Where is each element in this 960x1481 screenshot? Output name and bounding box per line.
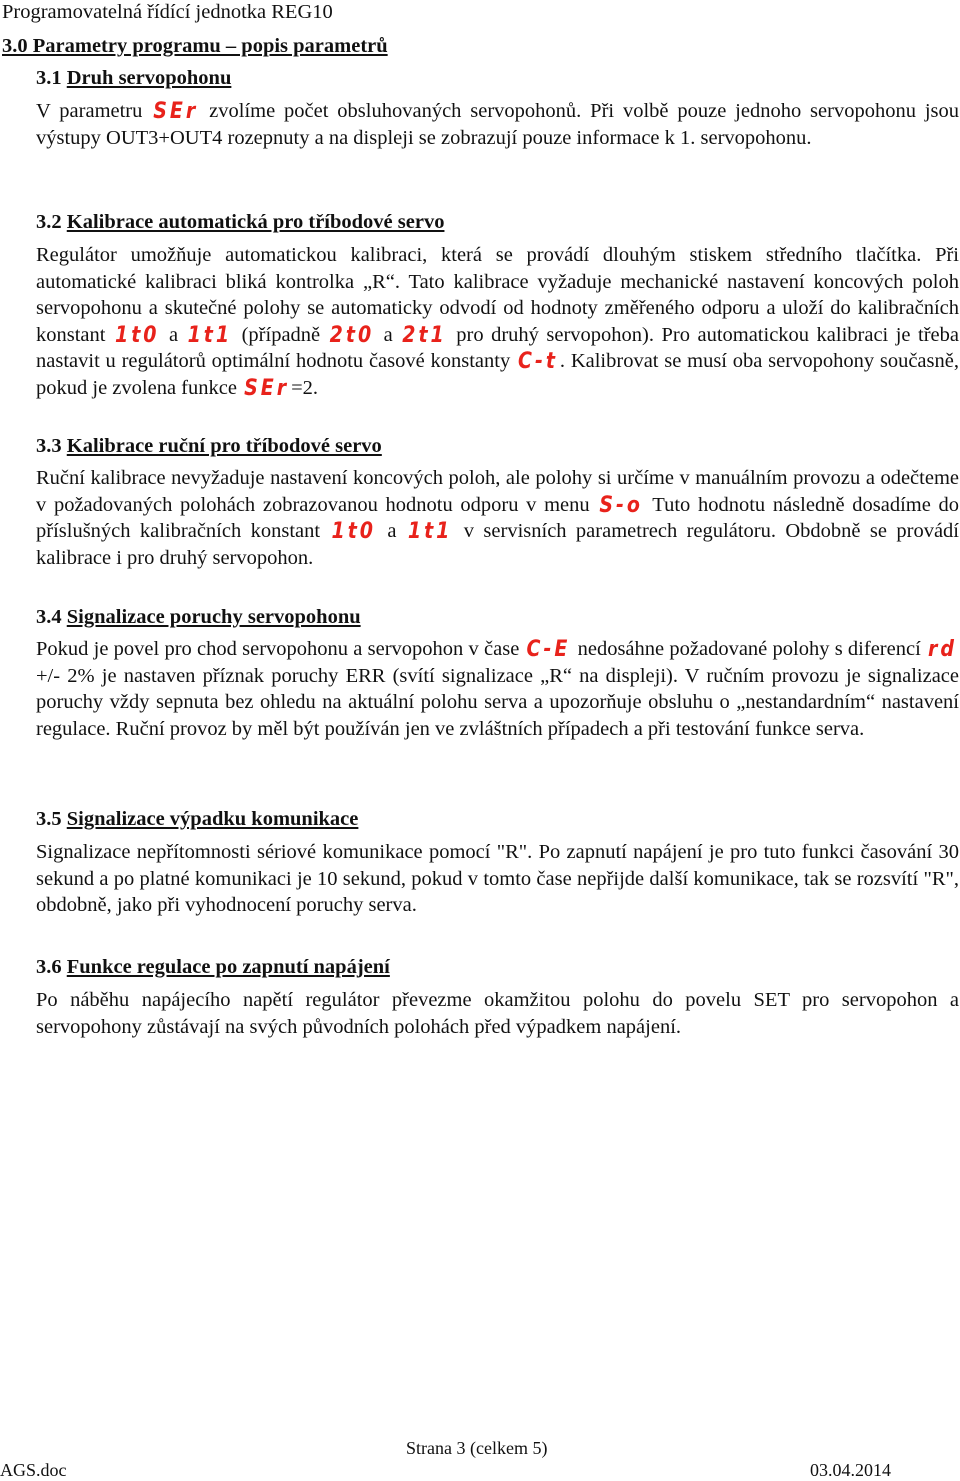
footer-filename: AGS.doc	[0, 1460, 67, 1480]
section-number: 3.3	[36, 435, 62, 457]
display-code: 1t1	[407, 518, 453, 544]
body-text: =2.	[291, 376, 319, 399]
body-text: a	[376, 323, 401, 346]
body-text: v servisních parametrech regulátoru. Obdobně se provádí kalibrace i pro druhý servopohon.	[36, 520, 959, 569]
body-text: Ruční kalibrace nevyžaduje nastavení koncových poloh, ale polohy si určíme v manuálním provozu a odečteme v požadovaných polohách zobrazovanou hodnotu odporu v menu	[36, 467, 959, 516]
display-code: C-t	[518, 348, 558, 374]
display-code: rd	[928, 636, 957, 662]
section-body-3-1	[36, 98, 959, 151]
page-number: Strana 3 (celkem 5)	[406, 1438, 548, 1458]
body-text: Regulátor umožňuje automatickou kalibraci, která se provádí dlouhým stiskem středního tlačítka. Při automatické kalibraci bliká kontrolka „R“. Tato kalibrace vyžaduje mechanické nastavení koncových poloh servopohonu a skutečné polohy se automaticky odvodí od hodnoty změřeného odporu a uloží do kalibračních konstant	[36, 244, 959, 346]
section-heading-3-4	[36, 605, 361, 629]
section-number: 3.2	[36, 211, 62, 233]
document-title: Programovatelná řídící jednotka REG10	[2, 1, 333, 23]
body-text: Pokud je povel pro chod servopohonu a servopohon v čase	[36, 638, 525, 660]
section-number: 3.6	[36, 956, 62, 978]
display-code: 1t0	[331, 518, 376, 544]
section-number: 3.4	[36, 606, 62, 628]
section-body-3-3	[36, 465, 959, 571]
section-title: Signalizace poruchy servopohonu	[66, 606, 361, 628]
section-title: Signalizace výpadku komunikace	[66, 808, 359, 830]
display-code: SEr	[153, 98, 199, 124]
body-text: Signalizace nepřítomnosti sériové komunikace pomocí "R". Po zapnutí napájení je pro tuto funkci časování 30 sekund a po platné komunikaci je 10 sekund, pokud v tomto čase nepřijde další komunikace, tak se rozsvítí "R", obdobně, jako při vyhodnocení poruchy serva.	[36, 841, 959, 917]
section-heading-3-1	[36, 66, 231, 90]
footer-date: 03.04.2014	[810, 1460, 891, 1480]
section-number: 3.5	[36, 808, 62, 830]
display-code: 2t0	[329, 322, 375, 348]
display-code: SEr	[244, 375, 290, 401]
display-code: 2t1	[402, 322, 447, 348]
display-code: 1t1	[187, 322, 233, 348]
body-text: a	[161, 323, 186, 346]
section-title: Druh servopohonu	[66, 67, 232, 89]
body-text: V parametru	[36, 100, 152, 122]
body-text: pro druhý servopohon). Pro automatickou kalibraci je třeba nastavit u regulátorů optimální hodnotu časové konstanty	[36, 323, 959, 373]
body-text: nedosáhne požadované polohy s diferencí	[572, 638, 927, 660]
section-body-3-4	[36, 636, 959, 742]
body-text: Po náběhu napájecího napětí regulátor převezme okamžitou polohu do povelu SET pro servopohon a servopohony zůstávají na svých původních polohách před výpadkem napájení.	[36, 989, 959, 1038]
section-heading-3-5	[36, 807, 358, 831]
body-text: Tuto hodnotu následně dosadíme do příslušných kalibračních konstant	[36, 493, 959, 543]
display-code: 1t0	[114, 322, 160, 348]
body-text: a	[378, 520, 406, 543]
section-body-3-6	[36, 987, 959, 1040]
body-text: . Kalibrovat se musí oba servopohony současně, pokud je zvolena funkce	[36, 350, 959, 399]
display-code: C-E	[526, 636, 571, 662]
section-heading-3-2	[36, 210, 444, 234]
section-body-3-5	[36, 839, 959, 919]
chapter-heading: 3.0 Parametry programu – popis parametrů	[2, 35, 388, 57]
section-heading-3-6	[36, 955, 390, 979]
section-number: 3.1	[36, 67, 62, 89]
body-text: zvolíme počet obsluhovaných servopohonů. Při volbě pouze jednoho servopohonu jsou výstupy OUT3+OUT4 rozepnuty a na displeji se zobrazují pouze informace k 1. servopohonu.	[36, 100, 959, 149]
section-title: Kalibrace automatická pro tříbodové servo	[66, 211, 445, 233]
display-code: S-o	[599, 491, 643, 518]
section-title: Funkce regulace po zapnutí napájení	[66, 956, 390, 978]
body-text: (případně	[234, 323, 328, 346]
section-title: Kalibrace ruční pro tříbodové servo	[66, 435, 382, 457]
body-text: +/- 2% je nastaven příznak poruchy ERR (svítí signalizace „R“ na displeji). V ručním provozu je signalizace poruchy vždy sepnuta bez ohledu na aktuální polohu serva a upozorňuje obsluhu o „nestandardním“ nastavení regulace. Ruční provoz by měl být používán jen ve zvláštních případech a při testování funkce serva.	[36, 664, 959, 740]
section-body-3-2	[36, 242, 959, 402]
section-heading-3-3	[36, 434, 382, 458]
